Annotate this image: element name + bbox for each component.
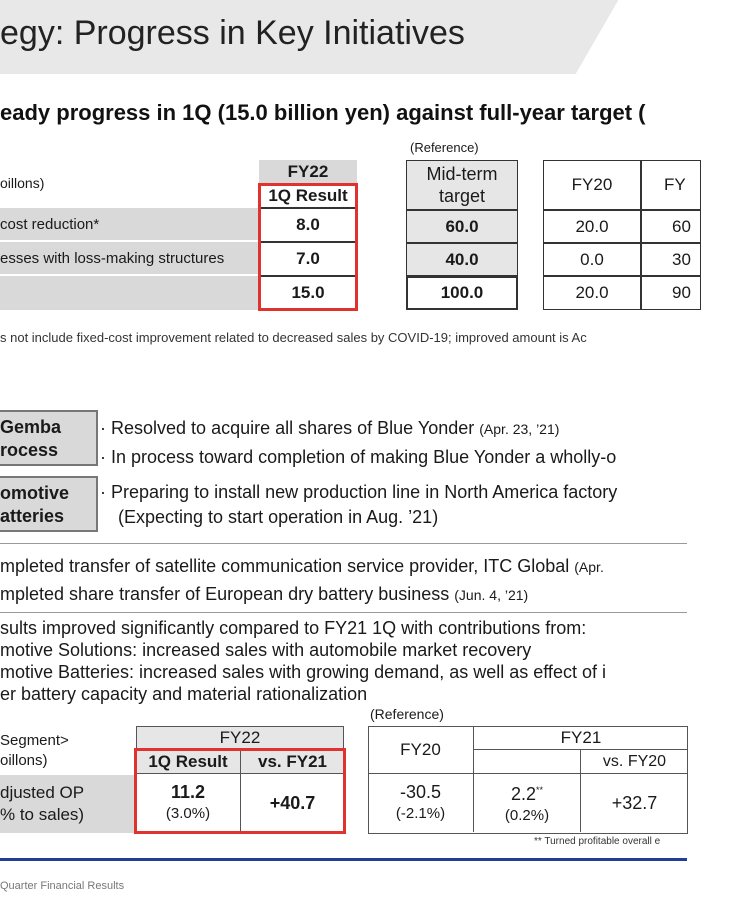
table1-mid-value: 60.0: [406, 210, 518, 243]
table2-fy21-vs-value: +32.7: [580, 774, 688, 832]
transfer-note: (Jun. 4, ’21): [454, 587, 529, 603]
bullet-text: Resolved to acquire all shares of Blue Yonder: [111, 418, 475, 438]
results-line: sults improved significantly compared to FY21 1Q with contributions from:: [0, 618, 587, 638]
fy21-value-wrap: [511, 779, 543, 805]
bullet-item: [100, 447, 616, 468]
results-line: er battery capacity and material rationalization: [0, 684, 368, 704]
table1-reference-label: (Reference): [410, 140, 479, 155]
transfer-text: mpleted share transfer of European dry battery business: [0, 584, 450, 604]
table2-fy20-header: FY20: [368, 726, 474, 774]
table1-footnote: s not include fixed-cost improvement related to decreased sales by COVID-19; improved amount is Ac: [0, 330, 587, 345]
table1-fy21-value: 30: [641, 243, 701, 276]
table2-fy21-header: FY21: [474, 726, 688, 750]
highlight-frame: [258, 183, 358, 311]
footer-text: Quarter Financial Results: [0, 880, 125, 892]
table1-unit-label: oillons): [0, 175, 45, 191]
bullet-text: (Expecting to start operation in Aug. ’21): [118, 507, 439, 527]
row-label-text: esses with loss-making structures: [0, 249, 225, 267]
bullet-item: [100, 482, 617, 503]
segment-name-line: rocess: [0, 440, 59, 460]
fy20-value: -30.5: [399, 782, 442, 802]
table1-fy20-value: 20.0: [543, 276, 641, 310]
table1-row-label: [0, 208, 258, 241]
fy20-pct: (-2.1%): [395, 805, 446, 822]
bullet-item: [100, 418, 559, 439]
bullet-dot: ·: [100, 418, 106, 438]
table2-fy22-header: FY22: [219, 728, 261, 747]
table1-1q-header: 1Q Result: [259, 184, 357, 208]
transfer-text: mpleted transfer of satellite communication service provider, ITC Global: [0, 556, 570, 576]
bullet-text: In process toward completion of making Blue Yonder a wholly-o: [111, 447, 617, 467]
segment-name-line: omotive: [0, 483, 70, 503]
segment-box-gemba: [0, 410, 98, 466]
table1-mid-value: 40.0: [406, 243, 518, 276]
table2-footnote: ** Turned profitable overall e: [534, 836, 661, 847]
table1-q1-value: 8.0: [259, 208, 357, 242]
table1-fy20-value: 20.0: [543, 210, 641, 243]
q1-value: 11.2: [170, 782, 206, 802]
table2-reference-label: (Reference): [370, 706, 444, 722]
table2-vs-header: vs. FY21: [240, 750, 344, 774]
divider: [0, 612, 687, 613]
row-label-text: cost reduction*: [0, 215, 100, 233]
table2-vs-value: +40.7: [240, 774, 344, 832]
results-line: motive Solutions: increased sales with automobile market recovery: [0, 640, 532, 660]
table1-q1-value: 7.0: [259, 242, 357, 276]
table1-row-label-total: [0, 276, 258, 310]
table1-fy21-value: 60: [641, 210, 701, 243]
table2-fy21-cell: [474, 774, 580, 832]
q1-pct: (3.0%): [165, 805, 211, 822]
transfer-item: [0, 584, 528, 605]
table1-midterm-header: [406, 160, 518, 210]
bullet-text: Preparing to install new production line in North America factory: [111, 482, 618, 502]
segment-name-line: atteries: [0, 506, 65, 526]
slide-title: egy: Progress in Key Initiatives: [0, 14, 465, 52]
transfer-note: (Apr.: [574, 559, 604, 575]
table1-mid-total: 100.0: [406, 276, 518, 310]
results-line: motive Batteries: increased sales with growing demand, as well as effect of i: [0, 662, 606, 682]
table1-fy21-value: 90: [641, 276, 701, 310]
divider: [0, 543, 687, 544]
table1-fy20-value: 0.0: [543, 243, 641, 276]
table2-fy20-cell: [368, 774, 474, 832]
table1-fy20-header: FY20: [543, 160, 641, 210]
transfer-item: [0, 556, 604, 577]
midterm-header-text: Mid-term target: [426, 164, 498, 206]
table2-seg-label: Segment>: [0, 732, 69, 749]
bullet-dot: ·: [100, 447, 106, 467]
bullet-note: (Apr. 23, ’21): [479, 421, 560, 437]
row-label-line: djusted OP: [0, 783, 85, 802]
bullet-subitem: [118, 507, 438, 528]
segment-name-line: Gemba: [0, 417, 62, 437]
table2-fy21-vs-header: vs. FY20: [580, 750, 688, 774]
table2-fy21-blank: [474, 750, 580, 774]
footer-rule: [0, 858, 687, 861]
row-label-line: % to sales): [0, 805, 85, 824]
highlight-frame: [134, 748, 346, 834]
fy21-value: 2.2: [510, 784, 536, 804]
table2-row-label: [0, 775, 134, 833]
table1-row-label: [0, 242, 258, 275]
segment-box-batteries: [0, 476, 98, 532]
table1-fy22-header: FY22: [259, 160, 357, 184]
bullet-dot: ·: [100, 482, 106, 502]
slide-subtitle: eady progress in 1Q (15.0 billion yen) against full-year target (: [0, 100, 646, 125]
table1-fy21-header: FY: [641, 160, 701, 210]
table1-q1-total: 15.0: [259, 276, 357, 310]
fy21-footnote-mark: **: [536, 785, 544, 795]
fy21-pct: (0.2%): [504, 807, 550, 824]
table2-unit-label: oillons): [0, 752, 48, 769]
table2-1q-header: 1Q Result: [148, 752, 228, 771]
